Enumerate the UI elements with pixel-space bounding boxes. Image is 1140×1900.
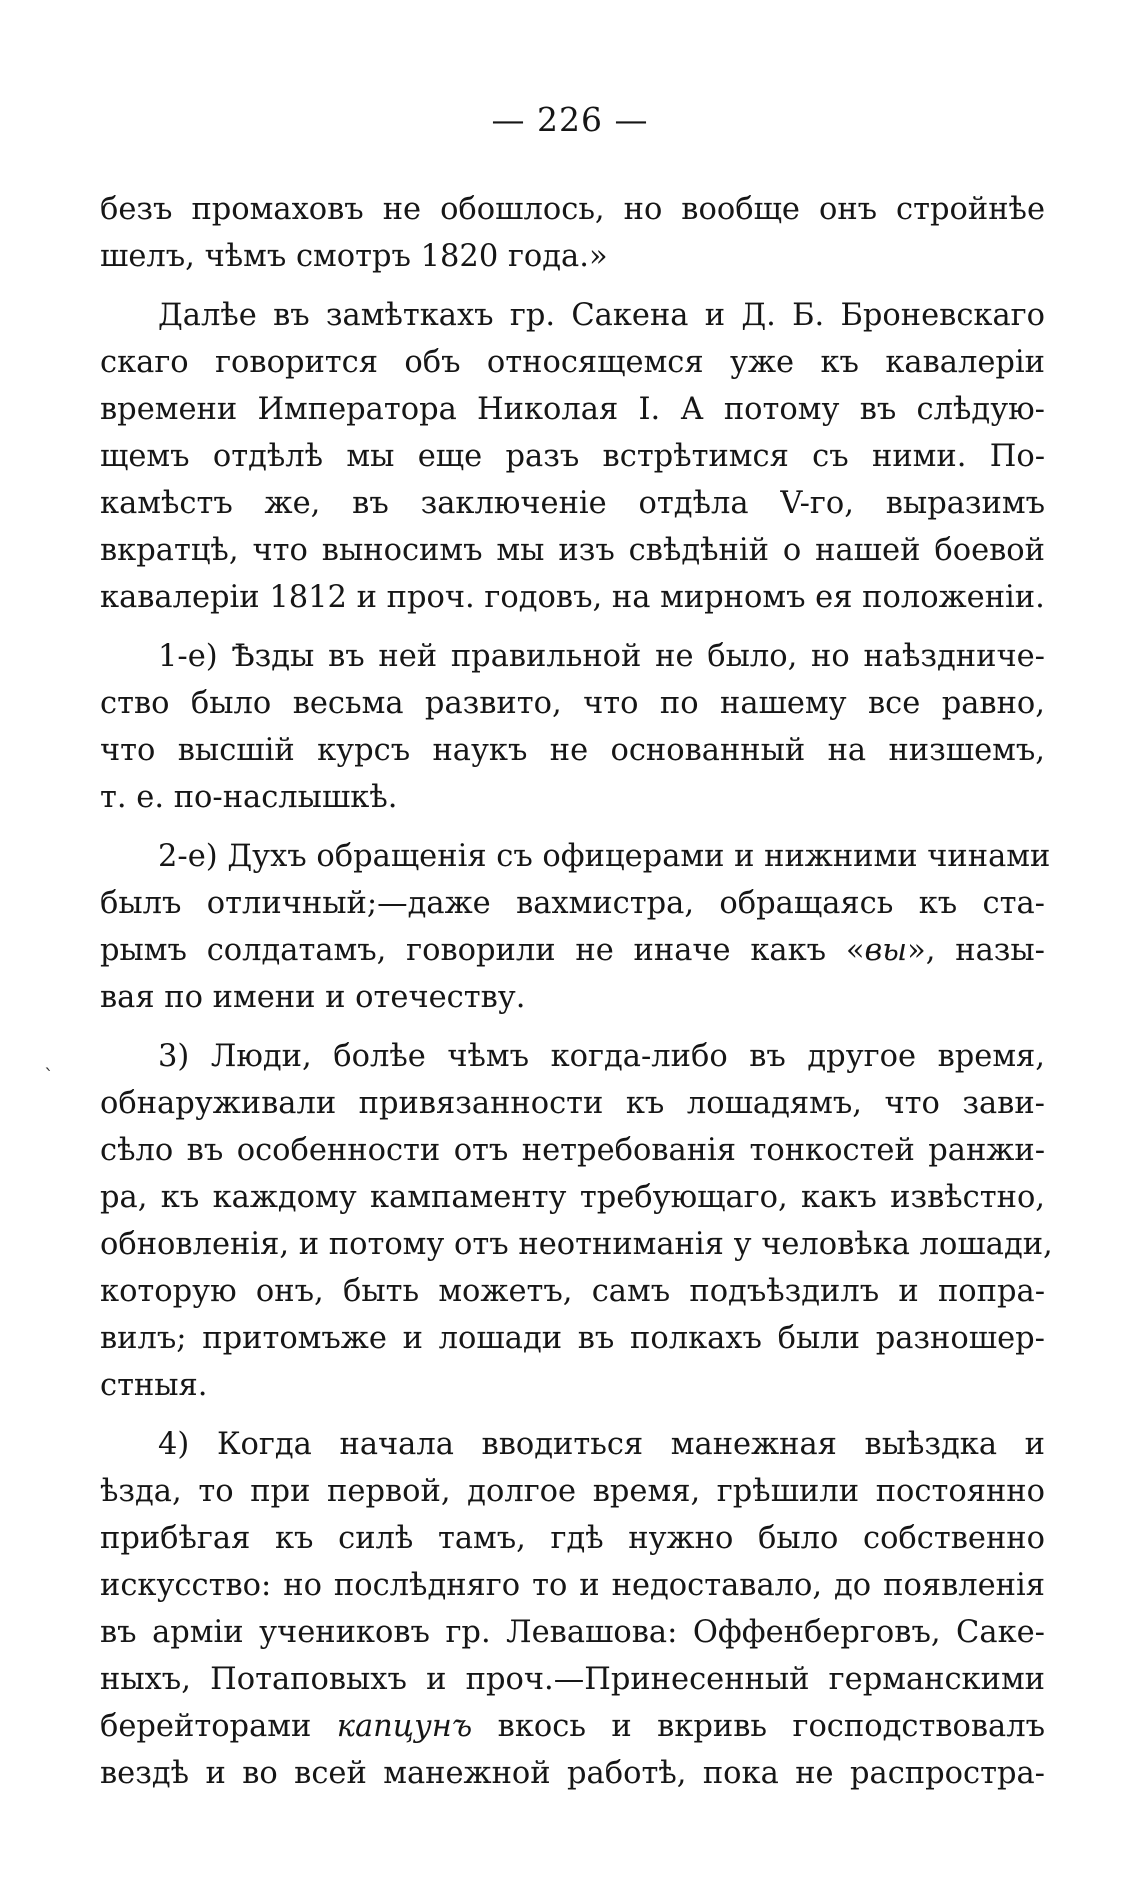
text-line: стныя. xyxy=(100,1368,208,1403)
paragraph-5 xyxy=(100,1033,1053,1409)
text-line: щемъ отдѣлѣ мы еще разъ встрѣтимся съ ними. По- xyxy=(100,439,1045,474)
text-line: шелъ, чѣмъ смотръ 1820 года.» xyxy=(100,239,608,274)
text-line xyxy=(100,927,1045,974)
margin-mark: ˋ xyxy=(44,1064,54,1088)
text-line xyxy=(100,1703,1045,1750)
text-line: времени Императора Николая I. А потому въ слѣдую- xyxy=(100,392,1045,427)
text-line: ѣзда, то при первой, долгое время, грѣшили постоянно xyxy=(100,1474,1045,1509)
text-run: вкось и вкривь господствовалъ xyxy=(472,1709,1045,1744)
text-line: 4) Когда начала вводиться манежная выѣздка и xyxy=(158,1427,1045,1462)
paragraph-3 xyxy=(100,633,1045,821)
paragraph-1 xyxy=(100,186,1045,280)
text-line: вая по имени и отечеству. xyxy=(100,980,526,1015)
text-line: обновленія, и потому отъ неотниманія у человѣка лошади, xyxy=(100,1227,1053,1262)
text-line: обнаруживали привязанности къ лошадямъ, что зави- xyxy=(100,1086,1045,1121)
text-line: которую онъ, быть можетъ, самъ подъѣздилъ и попра- xyxy=(100,1274,1045,1309)
text-line: т. е. по-наслышкѣ. xyxy=(100,780,398,815)
text-line: вкратцѣ, что выносимъ мы изъ свѣдѣній о нашей боевой xyxy=(100,533,1045,568)
text-line: 3) Люди, болѣе чѣмъ когда-либо въ другое время, xyxy=(158,1039,1045,1074)
text-line: вездѣ и во всей манежной работѣ, пока не распростра- xyxy=(100,1756,1045,1791)
text-line: сѣло въ особенности отъ нетребованія тонкостей ранжи- xyxy=(100,1133,1045,1168)
text-line: Далѣе въ замѣткахъ гр. Сакена и Д. Б. Броневскаго xyxy=(158,298,1045,333)
text-line: 2-е) Духъ обращенія съ офицерами и нижними чинами xyxy=(158,839,1051,874)
text-line: ныхъ, Потаповыхъ и проч.—Принесенный германскими xyxy=(100,1662,1045,1697)
body-text xyxy=(100,186,1053,1809)
text-line: въ арміи учениковъ гр. Левашова: Оффенберговъ, Саке- xyxy=(100,1615,1045,1650)
paragraph-4 xyxy=(100,833,1051,1021)
text-line: вилъ; притомъже и лошади въ полкахъ были разношер- xyxy=(100,1321,1045,1356)
text-line: кавалеріи 1812 и проч. годовъ, на мирномъ ея положеніи. xyxy=(100,580,1045,615)
text-line: ра, къ каждому кампаменту требующаго, какъ извѣстно, xyxy=(100,1180,1045,1215)
text-run: берейторами xyxy=(100,1709,337,1744)
italic-word: капцунъ xyxy=(336,1709,473,1744)
text-line: былъ отличный;—даже вахмистра, обращаясь къ ста- xyxy=(100,886,1045,921)
text-line: искусство: но послѣдняго то и недоставало, до появленія xyxy=(100,1568,1045,1603)
text-line: ство было весьма развито, что по нашему все равно, xyxy=(100,686,1045,721)
paragraph-2 xyxy=(100,292,1045,621)
text-line: безъ промаховъ не обошлось, но вообще онъ стройнѣе xyxy=(100,192,1045,227)
text-line: что высшій курсъ наукъ не основанный на низшемъ, xyxy=(100,733,1045,768)
text-run: рымъ солдатамъ, говорили не иначе какъ « xyxy=(100,933,865,968)
text-line: 1-е) Ѣзды въ ней правильной не было, но наѣздниче- xyxy=(158,639,1045,674)
text-run: », назы- xyxy=(907,933,1045,968)
paragraph-6 xyxy=(100,1421,1045,1797)
text-line: камѣстъ же, въ заключеніе отдѣла V-го, выразимъ xyxy=(100,486,1045,521)
italic-word: вы xyxy=(864,933,908,968)
text-line: прибѣгая къ силѣ тамъ, гдѣ нужно было собственно xyxy=(100,1521,1045,1556)
page-number: — 226 — xyxy=(491,100,649,139)
text-line: скаго говорится объ относящемся уже къ кавалеріи xyxy=(100,345,1045,380)
